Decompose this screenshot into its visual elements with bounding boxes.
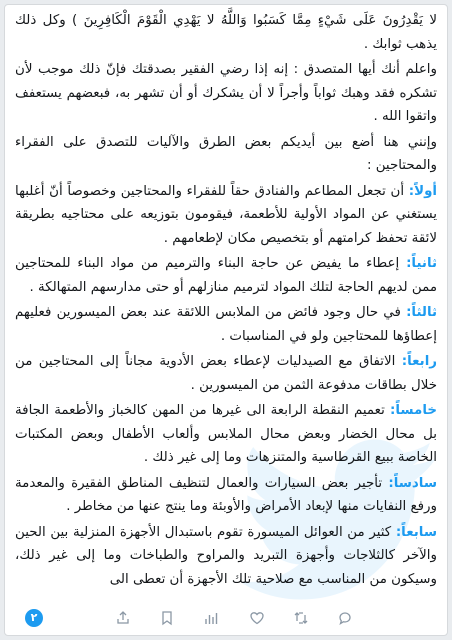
paragraph — [15, 252, 437, 299]
post-text — [15, 9, 437, 593]
paragraph — [15, 521, 437, 592]
paragraph — [15, 350, 437, 397]
paragraph-text: إعطاء ما يفيض عن حاجة البناء والترميم من مواد البناء للمحتاجين ممن لديهم الحاجة لتلك المواد لترميم منازلهم أو حتى مدارسهم المتهالكة . — [15, 256, 437, 295]
action-bar — [13, 607, 439, 629]
item-label: خامساً: — [390, 403, 437, 418]
paragraph — [15, 131, 437, 178]
bookmark-icon[interactable] — [159, 610, 175, 626]
paragraph-text: كثير من العوائل الميسورة تقوم باستبدال الأجهزة المنزلية بين الحين والآخر كالثلاجات وأجهزة التبريد والمراوح والطباخات وما إلى غير ذلك، وسيكون من المناسب مع صلاحية تلك الأجهزة أن تعطى الى — [15, 524, 437, 587]
like-heart-icon[interactable] — [249, 610, 265, 626]
item-label: رابعاً: — [401, 354, 437, 369]
item-label: سابعاً: — [395, 524, 437, 540]
item-label: أولاً: — [408, 183, 437, 199]
paragraph — [15, 180, 437, 251]
item-label: ثانياً: — [406, 256, 437, 271]
paragraph — [15, 472, 437, 519]
paragraph-text: أن تجعل المطاعم والفنادق حقاً للفقراء والمحتاجين وخصوصاً أنّ أغلبها يستغني عن المواد الأولية للأطعمة، فيقومون بتوزيعه على محتاجيه بطريقة لائقة تحفظ كرامتهم أو بتخصيص مكان لإطعامهم . — [15, 183, 437, 246]
item-label: ثالثاً: — [406, 305, 437, 320]
paragraph — [15, 58, 437, 129]
paragraph-text: لا يَقْدِرُونَ عَلَى شَيْءٍ مِمَّا كَسَبُوا وَاللَّهُ لا يَهْدِي الْقَوْمَ الْكَافِرِينَ ) وكل ذلك يذهب ثوابك . — [15, 13, 437, 52]
paragraph-text: تأجير بعض السيارات والعمال لتنظيف المناطق الفقيرة والمعدمة ورفع النفايات منها لإبعاد الأمراض والأوبئة وما ينتج عنها من مخاطر . — [15, 475, 437, 514]
page-number-badge: ٢ — [25, 609, 43, 627]
reply-icon[interactable] — [337, 610, 353, 626]
views-icon[interactable] — [203, 610, 219, 626]
repost-icon[interactable] — [293, 610, 309, 626]
paragraph — [15, 399, 437, 470]
paragraph-text: واعلم أنك أيها المتصدق : إنه إذا رضي الفقير بصدقتك فإنّ ذلك موجب لأن تشكره فقد وهبك ثواباً وأجراً لا أن يشكرك أو أن تشهر به، فبعضهم يستعفف واتقوا الله . — [15, 62, 437, 124]
paragraph — [15, 9, 437, 56]
share-icon[interactable] — [115, 610, 131, 626]
paragraph-text: وإنني هنا أضع بين أيديكم بعض الطرق والآليات للتصدق على الفقراء والمحتاجين : — [15, 134, 437, 173]
paragraph-text: الاتفاق مع الصيدليات لإعطاء بعض الأدوية مجاناً إلى المحتاجين من خلال بطاقات مدفوعة الثمن من الميسورين . — [15, 354, 437, 393]
paragraph — [15, 301, 437, 348]
paragraph-text: تعميم النقطة الرابعة الى غيرها من المهن كالخباز والأطعمة الجافة بل محال الخضار وبعض محال الملابس وألعاب الأطفال وبعض المكتبات الخاصة ببيع القرطاسية والمتنزهات وما إلى غير ذلك . — [15, 403, 437, 465]
post-card — [4, 4, 448, 636]
item-label: سادساً: — [388, 475, 437, 491]
paragraph-text: في حال وجود فائض من الملابس اللائقة عند بعض الميسورين فعليهم إعطاؤها للمحتاجين ولو في المناسبات . — [15, 305, 437, 344]
